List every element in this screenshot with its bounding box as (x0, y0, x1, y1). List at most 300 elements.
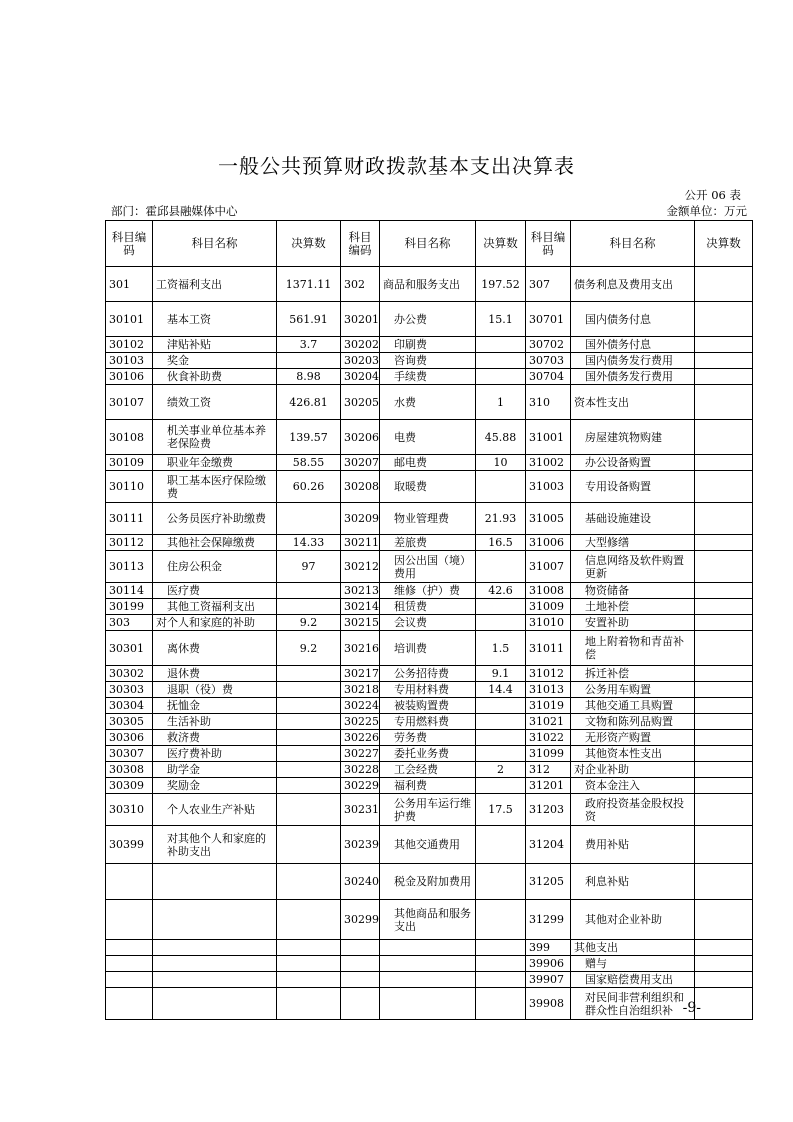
cell-amount: 2 (476, 762, 526, 778)
cell-name (380, 956, 476, 972)
cell-code: 30209 (341, 503, 380, 535)
cell-name: 抚恤金 (153, 698, 277, 714)
cell-code: 30206 (341, 420, 380, 455)
table-row (106, 778, 753, 794)
cell-name: 医疗费 (153, 583, 277, 599)
cell-name: 专用燃料费 (380, 714, 476, 730)
cell-amount (476, 353, 526, 369)
cell-code: 30201 (341, 302, 380, 337)
page-title: 一般公共预算财政拨款基本支出决算表 (218, 154, 575, 178)
cell-amount (695, 535, 753, 551)
cell-name (380, 988, 476, 1020)
cell-amount: 9.1 (476, 666, 526, 682)
table-header-row (106, 221, 753, 267)
cell-name: 国内债务发行费用 (571, 353, 695, 369)
cell-code (106, 956, 153, 972)
cell-code: 31019 (526, 698, 571, 714)
cell-code: 30202 (341, 337, 380, 353)
cell-name: 其他交通工具购置 (571, 698, 695, 714)
cell-code: 30204 (341, 369, 380, 385)
table-row (106, 420, 753, 455)
cell-amount (476, 698, 526, 714)
cell-code: 31002 (526, 455, 571, 471)
amount-unit-label: 金额单位：万元 (666, 204, 747, 218)
cell-amount (277, 503, 341, 535)
cell-code: 312 (526, 762, 571, 778)
table-row (106, 900, 753, 940)
cell-name: 奖励金 (153, 778, 277, 794)
cell-amount (476, 599, 526, 615)
cell-amount (476, 972, 526, 988)
table-row (106, 267, 753, 302)
cell-code: 30225 (341, 714, 380, 730)
cell-amount: 17.5 (476, 794, 526, 826)
cell-code: 30309 (106, 778, 153, 794)
cell-amount (277, 682, 341, 698)
cell-name: 津贴补贴 (153, 337, 277, 353)
cell-name: 绩效工资 (153, 385, 277, 420)
cell-code: 30226 (341, 730, 380, 746)
cell-name: 信息网络及软件购置更新 (571, 551, 695, 583)
cell-amount: 8.98 (277, 369, 341, 385)
cell-name: 土地补偿 (571, 599, 695, 615)
cell-amount (695, 714, 753, 730)
cell-code: 30199 (106, 599, 153, 615)
cell-amount (476, 956, 526, 972)
table-row (106, 864, 753, 900)
cell-code: 30305 (106, 714, 153, 730)
cell-name: 奖金 (153, 353, 277, 369)
cell-amount (277, 599, 341, 615)
cell-amount (695, 583, 753, 599)
cell-name: 政府投资基金股权投资 (571, 794, 695, 826)
cell-amount (277, 583, 341, 599)
table-row (106, 631, 753, 666)
cell-code: 30308 (106, 762, 153, 778)
cell-name: 地上附着物和青苗补偿 (571, 631, 695, 666)
cell-name: 个人农业生产补贴 (153, 794, 277, 826)
cell-code: 30303 (106, 682, 153, 698)
cell-code: 31010 (526, 615, 571, 631)
cell-amount (476, 746, 526, 762)
cell-name: 咨询费 (380, 353, 476, 369)
cell-amount (277, 940, 341, 956)
cell-name: 电费 (380, 420, 476, 455)
cell-code: 30101 (106, 302, 153, 337)
cell-amount (277, 762, 341, 778)
table-row (106, 826, 753, 864)
cell-name (153, 988, 277, 1020)
cell-amount (695, 682, 753, 698)
cell-code: 30114 (106, 583, 153, 599)
cell-amount (277, 778, 341, 794)
cell-amount (476, 778, 526, 794)
cell-code: 30103 (106, 353, 153, 369)
cell-code: 31204 (526, 826, 571, 864)
cell-code: 31011 (526, 631, 571, 666)
cell-code: 31205 (526, 864, 571, 900)
cell-amount (695, 940, 753, 956)
cell-code: 31013 (526, 682, 571, 698)
cell-code: 30111 (106, 503, 153, 535)
cell-name: 取暖费 (380, 471, 476, 503)
cell-amount: 426.81 (277, 385, 341, 420)
cell-code: 30208 (341, 471, 380, 503)
header-code-a: 科目编码 (106, 221, 153, 267)
cell-name: 国家赔偿费用支出 (571, 972, 695, 988)
cell-name: 其他资本性支出 (571, 746, 695, 762)
cell-amount (695, 267, 753, 302)
cell-code: 31022 (526, 730, 571, 746)
table-row (106, 302, 753, 337)
cell-code: 31021 (526, 714, 571, 730)
cell-name: 基本工资 (153, 302, 277, 337)
cell-code: 30231 (341, 794, 380, 826)
cell-amount (695, 698, 753, 714)
cell-code: 31299 (526, 900, 571, 940)
cell-amount (476, 551, 526, 583)
cell-amount (695, 778, 753, 794)
cell-code: 39908 (526, 988, 571, 1020)
cell-code: 30211 (341, 535, 380, 551)
cell-code: 30102 (106, 337, 153, 353)
table-row (106, 988, 753, 1020)
cell-name: 专用设备购置 (571, 471, 695, 503)
table-row (106, 762, 753, 778)
cell-name: 物资储备 (571, 583, 695, 599)
cell-code (341, 972, 380, 988)
cell-code: 30203 (341, 353, 380, 369)
cell-amount (476, 337, 526, 353)
cell-code: 30299 (341, 900, 380, 940)
cell-code (106, 900, 153, 940)
cell-amount (695, 369, 753, 385)
cell-amount (695, 762, 753, 778)
cell-code: 30304 (106, 698, 153, 714)
cell-amount (695, 794, 753, 826)
cell-amount (277, 864, 341, 900)
cell-amount (476, 864, 526, 900)
table-row (106, 940, 753, 956)
table-row (106, 385, 753, 420)
cell-name: 公务员医疗补助缴费 (153, 503, 277, 535)
cell-name: 对其他个人和家庭的补助支出 (153, 826, 277, 864)
cell-name: 助学金 (153, 762, 277, 778)
cell-name: 退职（役）费 (153, 682, 277, 698)
table-row (106, 956, 753, 972)
cell-name (153, 972, 277, 988)
cell-code: 399 (526, 940, 571, 956)
cell-amount (277, 794, 341, 826)
cell-code: 30307 (106, 746, 153, 762)
cell-code: 31001 (526, 420, 571, 455)
cell-amount: 197.52 (476, 267, 526, 302)
table-row (106, 746, 753, 762)
cell-code: 31007 (526, 551, 571, 583)
table-row (106, 583, 753, 599)
cell-code: 30301 (106, 631, 153, 666)
cell-name: 差旅费 (380, 535, 476, 551)
cell-code: 31099 (526, 746, 571, 762)
cell-name: 公务用车运行维护费 (380, 794, 476, 826)
cell-name: 伙食补助费 (153, 369, 277, 385)
table-row (106, 794, 753, 826)
cell-code (106, 940, 153, 956)
cell-code: 30229 (341, 778, 380, 794)
table-row (106, 535, 753, 551)
cell-code: 30239 (341, 826, 380, 864)
cell-amount (277, 988, 341, 1020)
table-row (106, 714, 753, 730)
cell-name: 其他社会保障缴费 (153, 535, 277, 551)
cell-amount (695, 900, 753, 940)
cell-code: 30217 (341, 666, 380, 682)
cell-code (341, 940, 380, 956)
cell-amount (695, 385, 753, 420)
table-row (106, 615, 753, 631)
cell-amount (695, 956, 753, 972)
cell-amount (476, 826, 526, 864)
cell-amount (695, 826, 753, 864)
header-amount-b: 决算数 (476, 221, 526, 267)
cell-name: 物业管理费 (380, 503, 476, 535)
cell-code: 30218 (341, 682, 380, 698)
cell-code: 39906 (526, 956, 571, 972)
cell-code (106, 864, 153, 900)
cell-name: 邮电费 (380, 455, 476, 471)
cell-amount (695, 615, 753, 631)
cell-amount (476, 988, 526, 1020)
cell-name: 其他对企业补助 (571, 900, 695, 940)
cell-code (106, 988, 153, 1020)
cell-name: 资本金注入 (571, 778, 695, 794)
cell-amount: 1 (476, 385, 526, 420)
cell-code: 301 (106, 267, 153, 302)
table-row (106, 730, 753, 746)
cell-name: 公务用车购置 (571, 682, 695, 698)
cell-amount (277, 900, 341, 940)
cell-amount: 14.33 (277, 535, 341, 551)
cell-name: 其他商品和服务支出 (380, 900, 476, 940)
cell-amount (277, 666, 341, 682)
cell-name: 商品和服务支出 (380, 267, 476, 302)
cell-amount (476, 615, 526, 631)
cell-amount: 1.5 (476, 631, 526, 666)
cell-name: 其他工资福利支出 (153, 599, 277, 615)
cell-amount (277, 730, 341, 746)
cell-name: 救济费 (153, 730, 277, 746)
cell-amount (277, 353, 341, 369)
cell-amount (695, 746, 753, 762)
cell-name: 利息补贴 (571, 864, 695, 900)
header-amount-a: 决算数 (277, 221, 341, 267)
cell-amount (695, 599, 753, 615)
table-row (106, 369, 753, 385)
cell-name: 工会经费 (380, 762, 476, 778)
cell-code: 30212 (341, 551, 380, 583)
cell-name: 离休费 (153, 631, 277, 666)
cell-code: 30112 (106, 535, 153, 551)
cell-code: 302 (341, 267, 380, 302)
cell-name: 税金及附加费用 (380, 864, 476, 900)
cell-amount (476, 940, 526, 956)
cell-code: 30701 (526, 302, 571, 337)
cell-code: 30224 (341, 698, 380, 714)
cell-code: 30399 (106, 826, 153, 864)
cell-amount: 9.2 (277, 615, 341, 631)
cell-name: 对民间非营利组织和群众性自治组织补 (571, 988, 695, 1020)
cell-amount (476, 900, 526, 940)
cell-amount: 139.57 (277, 420, 341, 455)
cell-amount: 45.88 (476, 420, 526, 455)
cell-name: 工资福利支出 (153, 267, 277, 302)
cell-amount (695, 302, 753, 337)
cell-code: 30302 (106, 666, 153, 682)
table-row (106, 471, 753, 503)
cell-name: 手续费 (380, 369, 476, 385)
cell-amount (476, 730, 526, 746)
cell-amount (695, 503, 753, 535)
cell-name: 专用材料费 (380, 682, 476, 698)
cell-amount (277, 826, 341, 864)
cell-amount (695, 420, 753, 455)
cell-name: 劳务费 (380, 730, 476, 746)
cell-code: 30703 (526, 353, 571, 369)
header-name-b: 科目名称 (380, 221, 476, 267)
cell-code: 30108 (106, 420, 153, 455)
cell-amount: 58.55 (277, 455, 341, 471)
cell-amount: 9.2 (277, 631, 341, 666)
cell-name: 维修（护）费 (380, 583, 476, 599)
cell-amount: 16.5 (476, 535, 526, 551)
cell-code: 31012 (526, 666, 571, 682)
cell-code (341, 956, 380, 972)
cell-name (153, 864, 277, 900)
cell-code: 307 (526, 267, 571, 302)
cell-amount: 97 (277, 551, 341, 583)
cell-amount (695, 666, 753, 682)
cell-amount: 60.26 (277, 471, 341, 503)
cell-code: 31003 (526, 471, 571, 503)
cell-name: 被装购置费 (380, 698, 476, 714)
cell-amount (695, 864, 753, 900)
cell-code: 30106 (106, 369, 153, 385)
table-row (106, 599, 753, 615)
cell-code (106, 972, 153, 988)
form-number: 公开 06 表 (684, 188, 741, 202)
cell-name: 国外债务发行费用 (571, 369, 695, 385)
header-name-c: 科目名称 (571, 221, 695, 267)
cell-code: 31203 (526, 794, 571, 826)
cell-code: 310 (526, 385, 571, 420)
cell-amount (277, 956, 341, 972)
cell-amount (695, 551, 753, 583)
cell-name: 因公出国（境）费用 (380, 551, 476, 583)
cell-name: 无形资产购置 (571, 730, 695, 746)
cell-code: 30228 (341, 762, 380, 778)
cell-name: 基础设施建设 (571, 503, 695, 535)
cell-name: 机关事业单位基本养老保险费 (153, 420, 277, 455)
cell-name: 职业年金缴费 (153, 455, 277, 471)
table-row (106, 353, 753, 369)
table-row (106, 337, 753, 353)
header-name-a: 科目名称 (153, 221, 277, 267)
cell-name (380, 972, 476, 988)
cell-name: 办公费 (380, 302, 476, 337)
cell-code: 30310 (106, 794, 153, 826)
cell-code: 30214 (341, 599, 380, 615)
cell-code: 31006 (526, 535, 571, 551)
cell-name: 安置补助 (571, 615, 695, 631)
cell-amount (695, 631, 753, 666)
cell-name: 会议费 (380, 615, 476, 631)
cell-name (380, 940, 476, 956)
header-code-b: 科目编码 (341, 221, 380, 267)
cell-amount (277, 746, 341, 762)
cell-name: 职工基本医疗保险缴费 (153, 471, 277, 503)
table-row (106, 551, 753, 583)
cell-code: 39907 (526, 972, 571, 988)
cell-code: 30207 (341, 455, 380, 471)
cell-name: 房屋建筑物购建 (571, 420, 695, 455)
cell-name: 其他交通费用 (380, 826, 476, 864)
cell-amount: 3.7 (277, 337, 341, 353)
cell-code: 31008 (526, 583, 571, 599)
cell-code: 30205 (341, 385, 380, 420)
cell-amount (695, 353, 753, 369)
cell-code: 30227 (341, 746, 380, 762)
cell-name: 生活补助 (153, 714, 277, 730)
cell-name: 国内债务付息 (571, 302, 695, 337)
cell-amount (277, 698, 341, 714)
cell-name: 费用补贴 (571, 826, 695, 864)
cell-name: 资本性支出 (571, 385, 695, 420)
cell-name (153, 956, 277, 972)
header-code-c: 科目编码 (526, 221, 571, 267)
cell-name: 福利费 (380, 778, 476, 794)
cell-code: 30213 (341, 583, 380, 599)
table-row (106, 455, 753, 471)
cell-name: 国外债务付息 (571, 337, 695, 353)
cell-code: 30216 (341, 631, 380, 666)
cell-code: 31201 (526, 778, 571, 794)
cell-name: 债务利息及费用支出 (571, 267, 695, 302)
cell-name: 赠与 (571, 956, 695, 972)
cell-amount: 14.4 (476, 682, 526, 698)
cell-name: 水费 (380, 385, 476, 420)
table-row (106, 503, 753, 535)
cell-amount (695, 972, 753, 988)
cell-amount (277, 714, 341, 730)
table-row (106, 698, 753, 714)
cell-name: 租赁费 (380, 599, 476, 615)
cell-amount: 15.1 (476, 302, 526, 337)
department-label: 部门：霍邱县融媒体中心 (111, 204, 238, 218)
cell-name: 退休费 (153, 666, 277, 682)
cell-code: 30113 (106, 551, 153, 583)
cell-name: 住房公积金 (153, 551, 277, 583)
cell-amount (695, 337, 753, 353)
cell-code: 30215 (341, 615, 380, 631)
cell-code: 31005 (526, 503, 571, 535)
cell-code: 30109 (106, 455, 153, 471)
cell-amount: 21.93 (476, 503, 526, 535)
cell-name: 委托业务费 (380, 746, 476, 762)
cell-code: 30110 (106, 471, 153, 503)
cell-code (341, 988, 380, 1020)
cell-amount (695, 471, 753, 503)
cell-name: 医疗费补助 (153, 746, 277, 762)
